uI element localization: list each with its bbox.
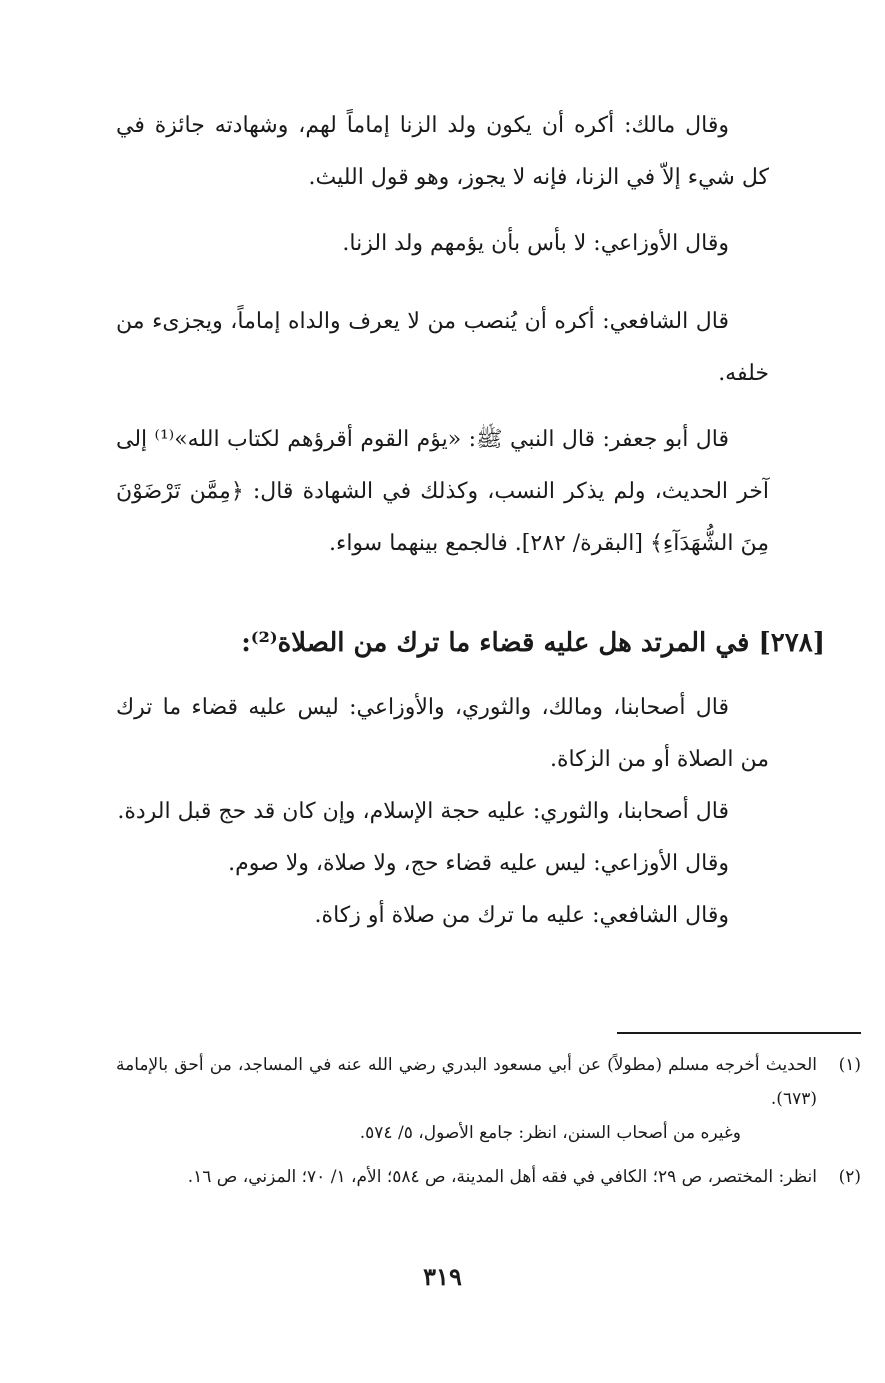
paragraph-awzai-2: وقال الأوزاعي: ليس عليه قضاء حج، ولا صلاة، ولا صوم.: [228, 851, 729, 876]
paragraph-awzai: وقال الأوزاعي: لا بأس بأن يؤمهم ولد الزنا.: [342, 231, 729, 256]
paragraph-shafii: قال الشافعي: أكره أن يُنصب من لا يعرف والداه إماماً، ويجزىء من خلفه.: [116, 309, 769, 386]
footnote-2-number: (٢): [838, 1167, 861, 1187]
footnote-1-number: (١): [838, 1055, 861, 1075]
footnote-divider: [617, 1032, 861, 1034]
footnote-2-text: انظر: المختصر، ص ٢٩؛ الكافي في فقه أهل المدينة، ص ٥٨٤؛ الأم، ١/ ٧٠؛ المزني، ص ١٦.: [187, 1167, 817, 1187]
paragraph-shafii-2: وقال الشافعي: عليه ما ترك من صلاة أو زكاة.: [314, 903, 729, 928]
paragraph-abu-jafar: قال أبو جعفر: قال النبي ﷺ: «يؤم القوم أقرؤهم لكتاب الله»⁽¹⁾ إلى آخر الحديث، ولم يذكر النسب، وكذلك في الشهادة قال: ﴿مِمَّن تَرْضَوْنَ مِنَ الشُّهَدَآءِ﴾ [البقرة/ ٢٨٢]. فالجمع بينهما سواء.: [116, 427, 769, 556]
footnote-1: [116, 1048, 861, 1150]
footnote-2: [116, 1160, 861, 1194]
paragraph-hajj: قال أصحابنا، والثوري: عليه حجة الإسلام، وإن كان قد حج قبل الردة.: [117, 799, 729, 824]
section-heading: [٢٧٨] في المرتد هل عليه قضاء ما ترك من الصلاة⁽²⁾:: [241, 628, 825, 658]
page-number: ٣١٩: [423, 1262, 462, 1291]
footnote-1-continuation: وغيره من أصحاب السنن، انظر: جامع الأصول، ٥/ ٥٧٤.: [359, 1123, 741, 1143]
paragraph-malik: وقال مالك: أكره أن يكون ولد الزنا إماماً لهم، وشهادته جائزة في كل شيء إلاّ في الزنا، فإنه لا يجوز، وهو قول الليث.: [116, 113, 769, 190]
paragraph-ashabuna: قال أصحابنا، ومالك، والثوري، والأوزاعي: ليس عليه قضاء ما ترك من الصلاة أو من الزكاة.: [116, 695, 769, 772]
footnote-1-text: الحديث أخرجه مسلم (مطولاً) عن أبي مسعود البدري رضي الله عنه في المساجد، من أحق بالإمامة (٦٧٣).: [116, 1055, 817, 1109]
